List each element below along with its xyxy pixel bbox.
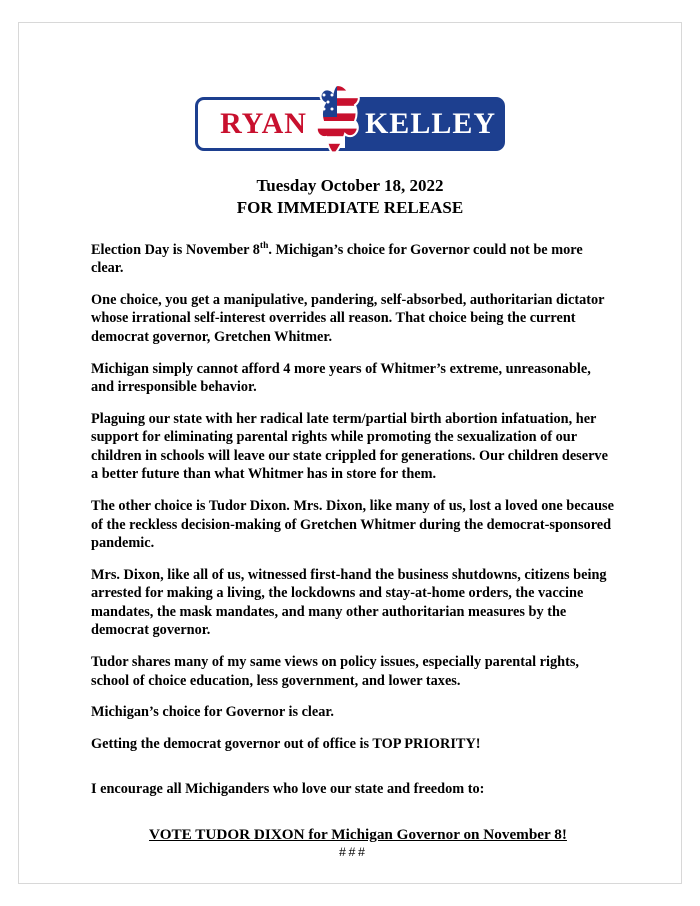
paragraph-5: The other choice is Tudor Dixon. Mrs. Dixon, like many of us, lost a loved one because of the reckless decision-making of Gretchen Whitmer during the democrat-sponsored pandemic.	[91, 498, 614, 552]
body-spacer	[91, 766, 615, 780]
paragraph-8: Michigan’s choice for Governor is clear.	[91, 704, 335, 721]
sheet-inner	[33, 35, 667, 871]
campaign-logo	[33, 97, 667, 151]
paragraph-1-after: . Michigan’s choice for Governor could not be more clear.	[91, 241, 583, 277]
press-release-sheet	[18, 22, 682, 884]
paragraph-7: Tudor shares many of my same views on policy issues, especially parental rights, school of choice education, less government, and lower taxes.	[91, 654, 579, 689]
release-notice: FOR IMMEDIATE RELEASE	[236, 198, 464, 218]
logo-first-name: RYAN	[220, 107, 307, 140]
paragraph-6: Mrs. Dixon, like all of us, witnessed first-hand the business shutdowns, citizens being arrested for making a living, the lockdowns and stay-at-home orders, the vaccine mandates, the mask mandates, and many other authoritarian measures by the democrat governor.	[91, 566, 607, 639]
paragraph-10: I encourage all Michiganders who love our state and freedom to:	[91, 781, 485, 798]
paragraph-2: One choice, you get a manipulative, pandering, self-absorbed, authoritarian dictator whose irrational self-interest overrides all reason. That choice being the current democrat governor, Gretchen Whitmer.	[91, 291, 605, 345]
logo-lockup	[195, 97, 505, 151]
logo-last-name: KELLEY	[364, 107, 497, 140]
logo-last-name-panel	[345, 97, 505, 151]
paragraph-3: Michigan simply cannot afford 4 more years of Whitmer’s extreme, unreasonable, and irresponsible behavior.	[91, 360, 591, 396]
release-date: Tuesday October 18, 2022	[256, 176, 444, 195]
michigan-state-flag-icon	[307, 83, 369, 159]
paragraph-4: Plaguing our state with her radical late term/partial birth abortion infatuation, her support for eliminating parental rights while promoting the sexualization of our children in schools will leave our state crippled for generations. Our children deserve a better future than what Whitmer has in store for them.	[91, 410, 608, 483]
release-body	[33, 240, 667, 860]
paragraph-9: Getting the democrat governor out of office is TOP PRIORITY!	[91, 735, 481, 752]
closing-spacer	[91, 812, 615, 826]
paragraph-1	[91, 240, 615, 278]
end-mark: ###	[338, 845, 368, 860]
release-header	[33, 175, 667, 220]
closing-call-to-action: VOTE TUDOR DIXON for Michigan Governor on November 8!	[149, 825, 567, 843]
paragraph-1-before: Election Day is November 8	[91, 241, 260, 258]
ordinal-superscript: th	[259, 240, 269, 251]
